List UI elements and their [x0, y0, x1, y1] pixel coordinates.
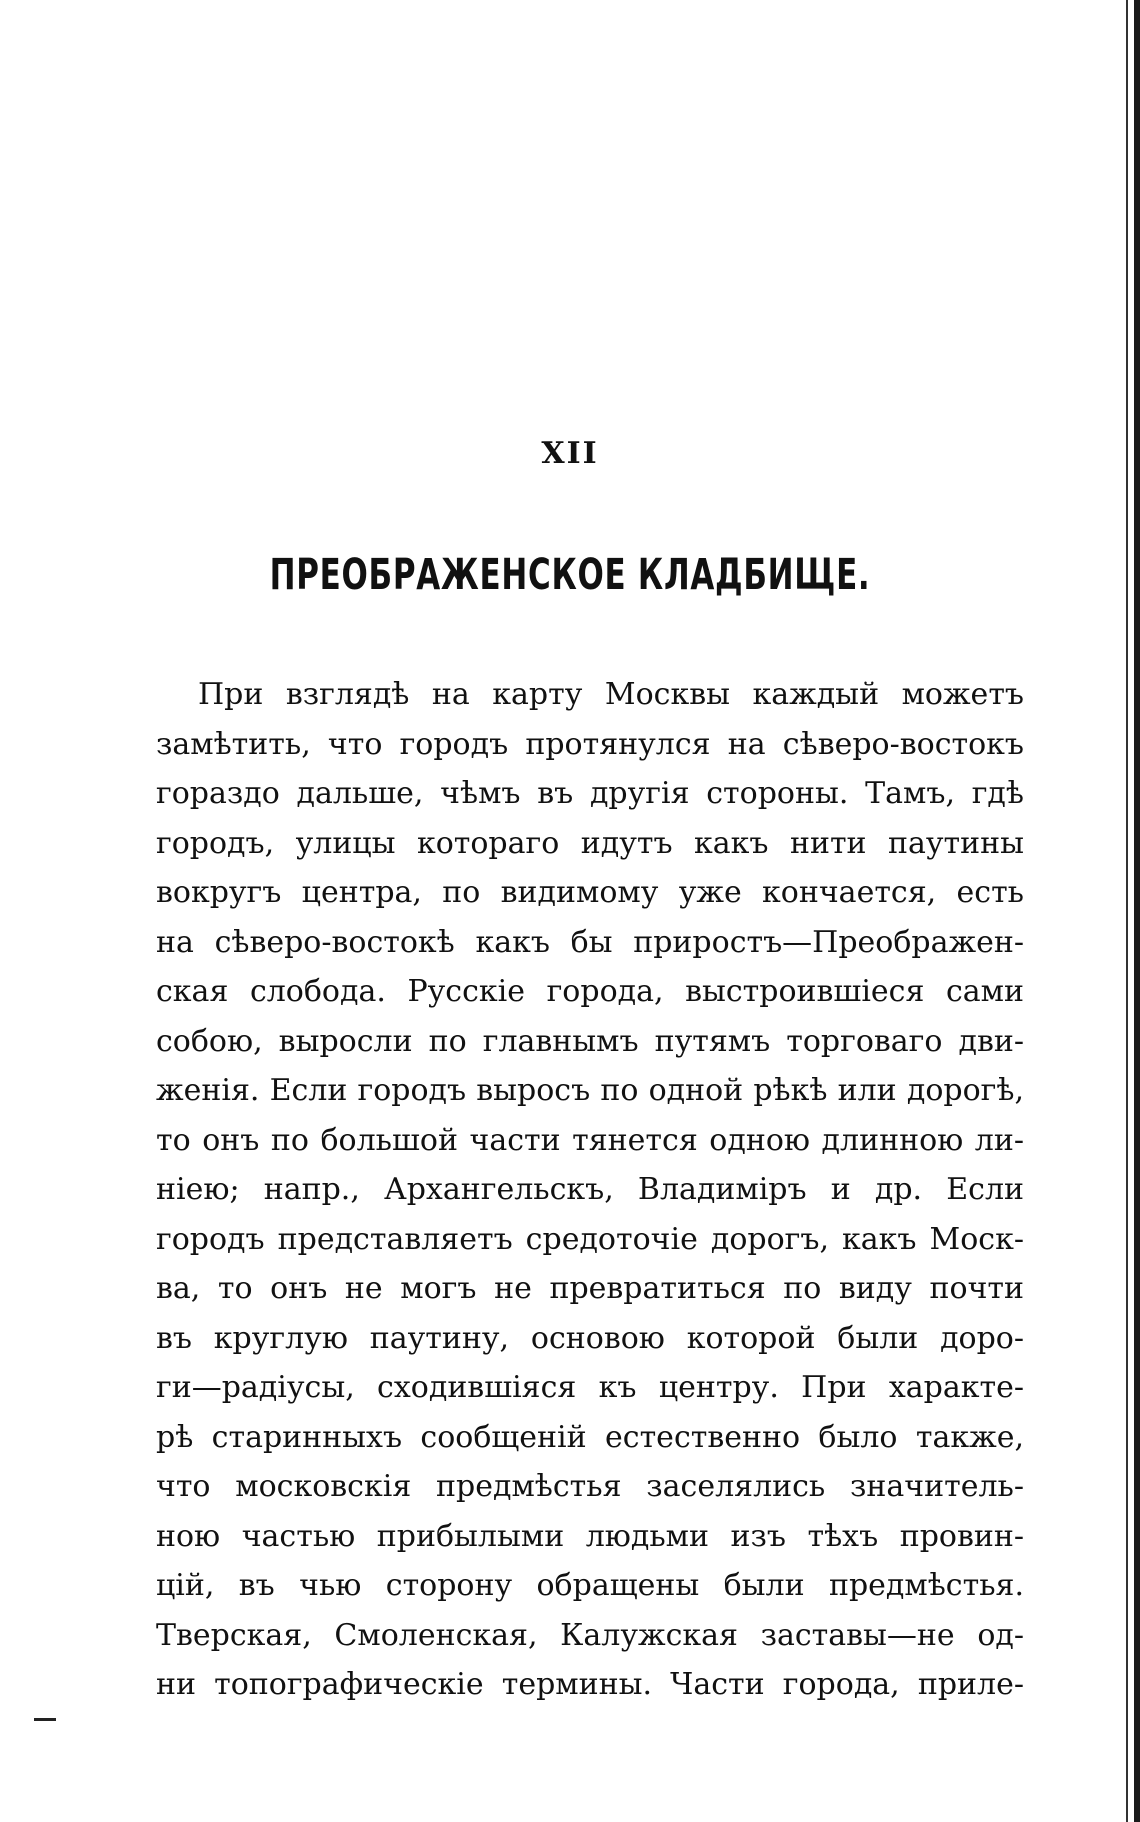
margin-dash-mark [34, 1718, 56, 1721]
text-line: рѣ старинныхъ сообщеній естественно было также, [156, 1419, 1024, 1455]
text-line: цій, въ чью сторону обращены были предмѣстья. [156, 1568, 1024, 1603]
chapter-number: XII [541, 436, 599, 471]
text-line: городъ, улицы котораго идутъ какъ нити паутины [156, 825, 1024, 861]
text-line: то онъ по большой части тянется одною длинною ли- [156, 1122, 1024, 1158]
text-line: женія. Если городъ выросъ по одной рѣкѣ или дорогѣ, [156, 1073, 1024, 1108]
text-line: вокругъ центра, по видимому уже кончается, есть [156, 875, 1024, 910]
text-line: на сѣверо-востокѣ какъ бы приростъ—Преображен- [156, 924, 1024, 960]
text-line: гораздо дальше, чѣмъ въ другія стороны. Тамъ, гдѣ [156, 776, 1024, 811]
page-edge-shadow [1134, 0, 1140, 1822]
chapter-title: ПРЕОБРАЖЕНСКОЕ КЛАДБИЩЕ. [269, 550, 871, 600]
text-line: ская слобода. Русскіе города, выстроившіеся сами [156, 974, 1024, 1009]
text-line: замѣтить, что городъ протянулся на сѣверо-востокъ [156, 726, 1024, 762]
text-line: ги—радіусы, сходившіяся къ центру. При характе- [156, 1370, 1024, 1405]
text-line: что московскія предмѣстья заселялись значитель- [156, 1469, 1024, 1504]
text-line: собою, выросли по главнымъ путямъ торговаго дви- [156, 1023, 1024, 1059]
text-line: въ круглую паутину, основою которой были доро- [156, 1320, 1024, 1356]
text-line: При взглядѣ на карту Москвы каждый можетъ [198, 677, 1024, 712]
text-line: ни топографическіе термины. Части города, приле- [156, 1667, 1024, 1702]
text-line: ва, то онъ не могъ не превратиться по виду почти [156, 1271, 1024, 1306]
text-line: Тверская, Смоленская, Калужская заставы—не од- [156, 1617, 1024, 1653]
body-paragraph [156, 670, 1024, 1710]
text-line: ніею; напр., Архангельскъ, Владиміръ и др. Если [156, 1172, 1024, 1207]
page-edge-line [1126, 0, 1128, 1822]
text-line: городъ представляетъ средоточіе дорогъ, какъ Моск- [156, 1221, 1024, 1257]
text-line: ною частью прибылыми людьми изъ тѣхъ провин- [156, 1518, 1024, 1554]
